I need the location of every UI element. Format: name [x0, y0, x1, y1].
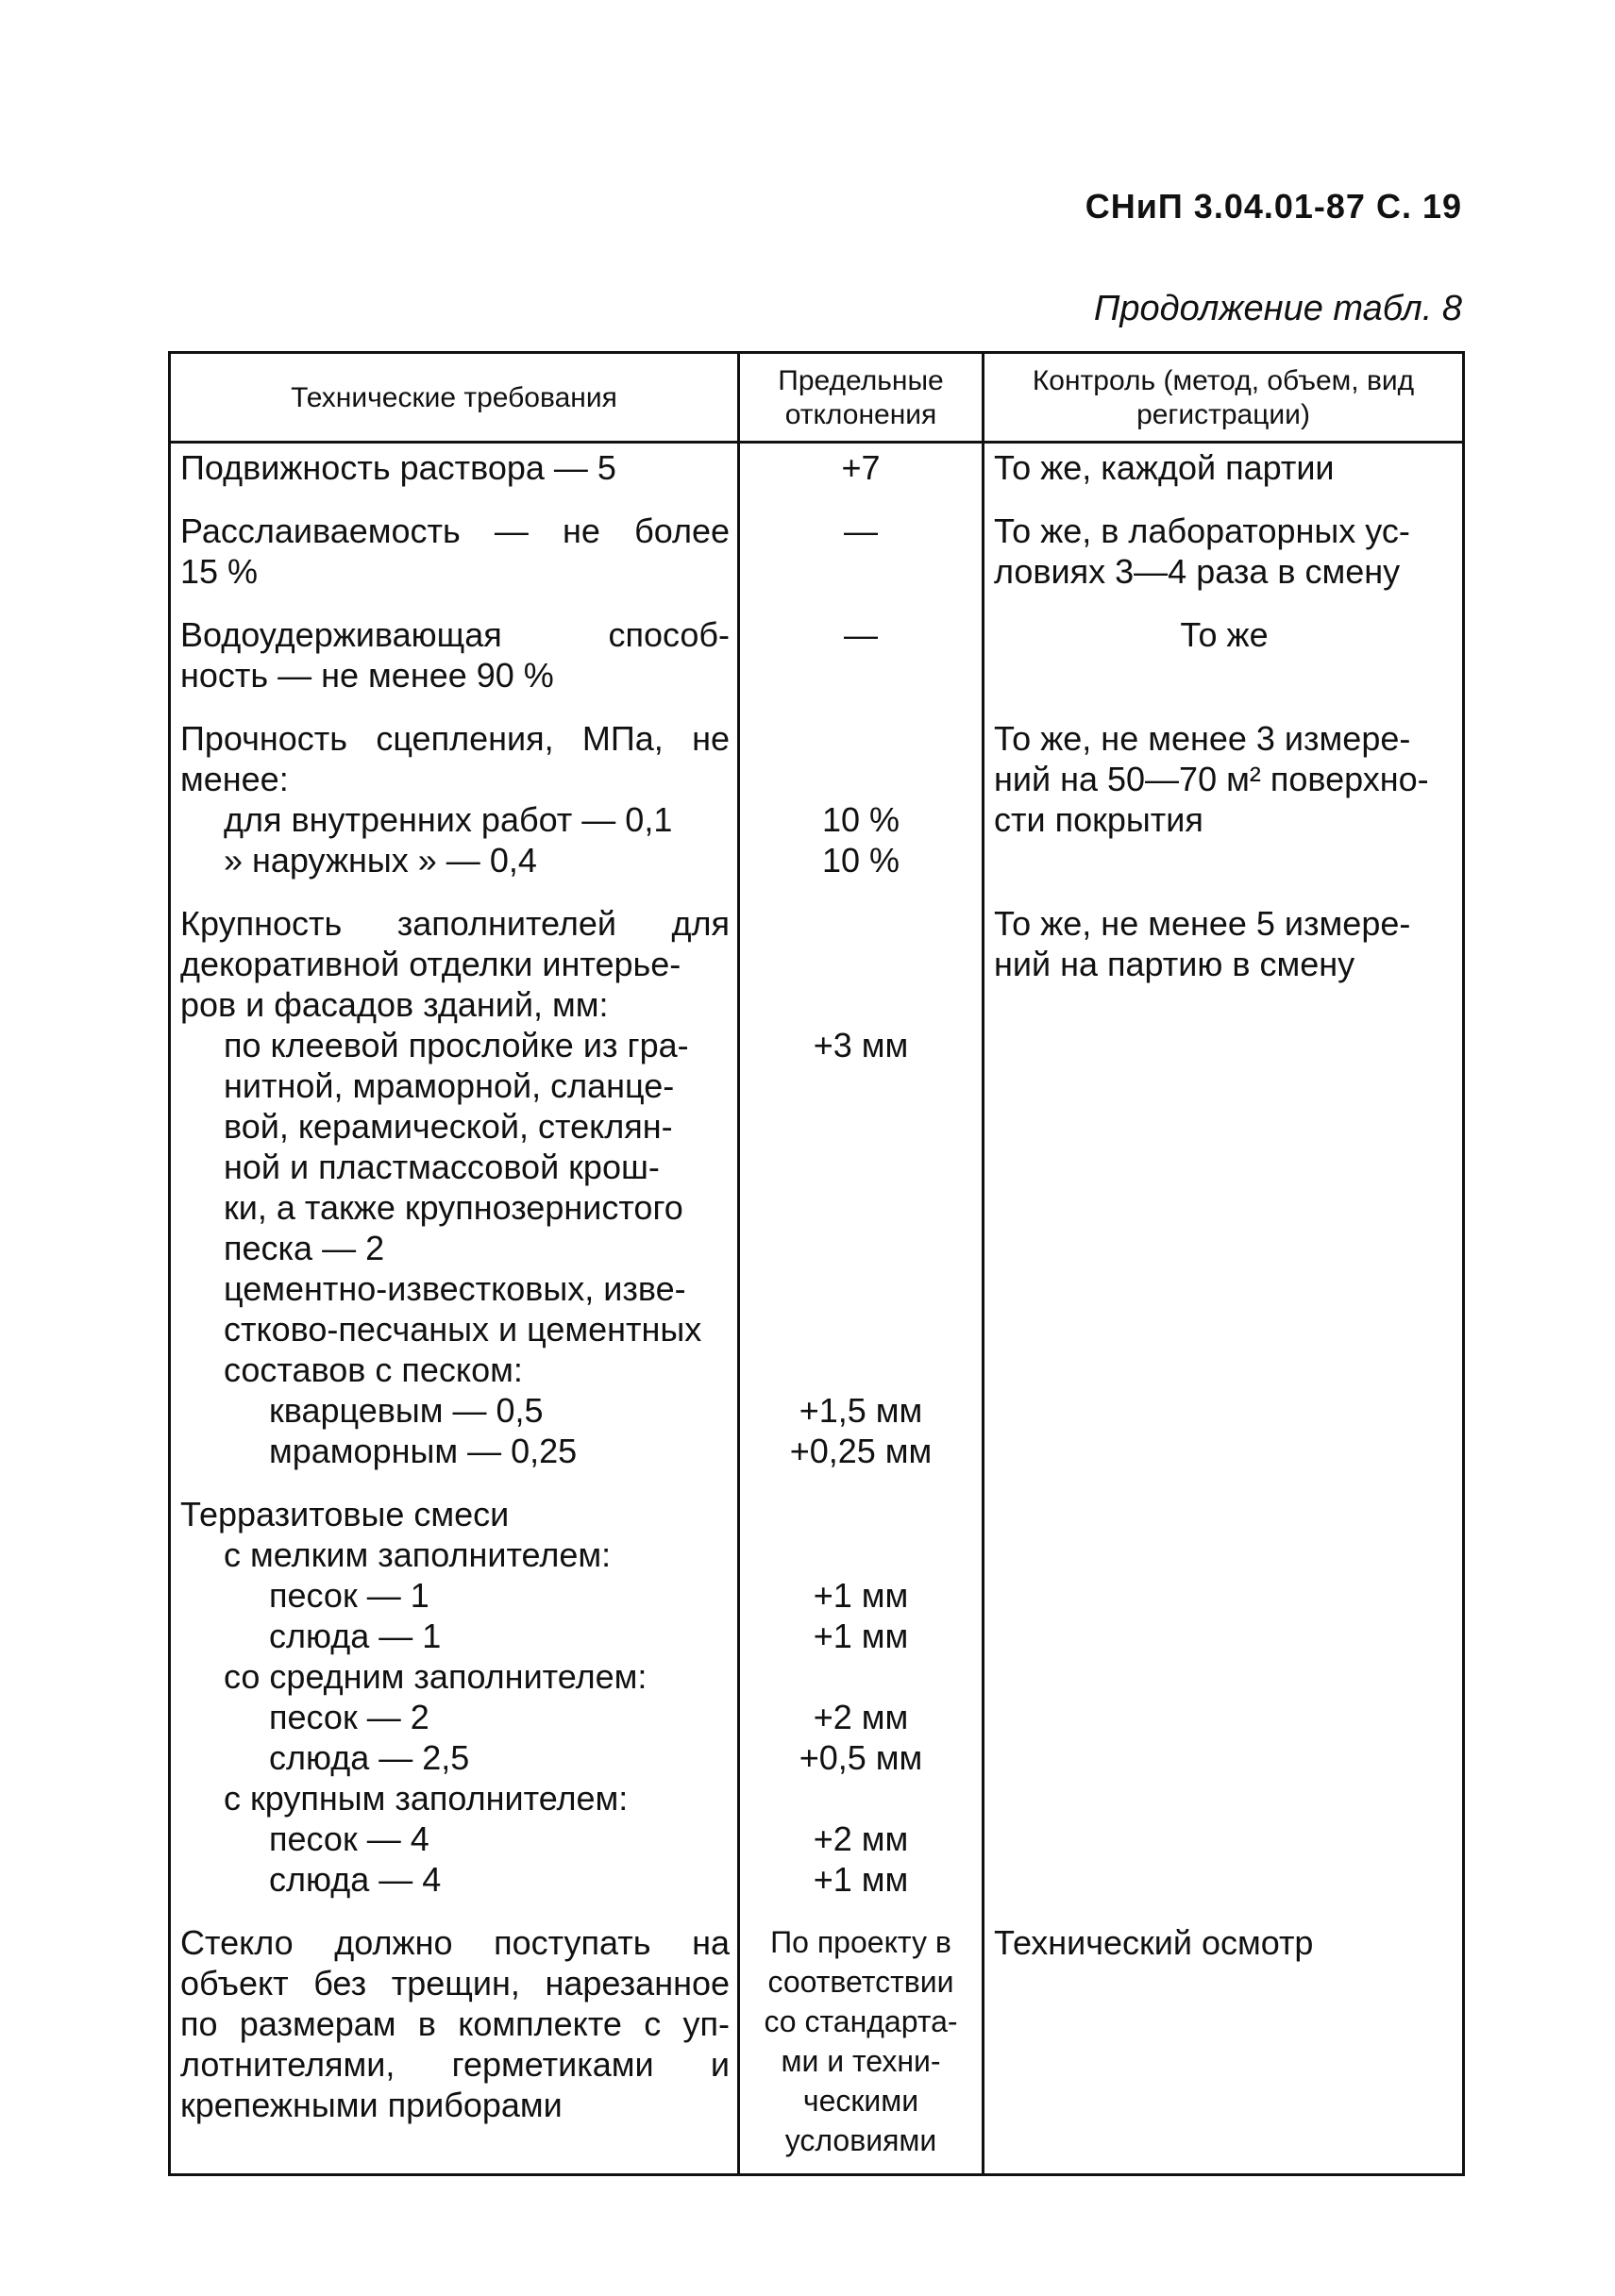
requirement-line: слюда — 4	[269, 1860, 442, 1899]
requirement-line: » наружных » — 0,4	[224, 841, 537, 880]
deviation-line	[744, 1349, 978, 1390]
deviation-line	[744, 1065, 978, 1106]
deviation-line: +1 мм	[813, 1576, 909, 1615]
deviation-cell	[739, 614, 984, 718]
requirement-line: песок — 1	[269, 1576, 429, 1615]
control-cell	[984, 511, 1464, 614]
deviation-line: +2 мм	[813, 1819, 909, 1858]
requirement-line: песка — 2	[224, 1229, 385, 1267]
deviation-line: По проекту в	[770, 1925, 951, 1959]
column-header-requirements: Технические требования	[170, 353, 739, 443]
requirement-line: слюда — 1	[269, 1617, 442, 1655]
deviation-cell	[739, 903, 984, 1494]
requirement-line: лотнителями, герметиками и	[180, 2045, 730, 2084]
control-cell	[984, 443, 1464, 511]
requirement-line: составов с песком:	[224, 1350, 523, 1389]
requirement-cell	[170, 903, 739, 1494]
requirement-line: объект без трещин, нарезанное	[180, 1964, 730, 2003]
deviation-line	[744, 1187, 978, 1228]
table-row	[170, 718, 1464, 903]
deviation-line: ческими	[802, 2084, 919, 2118]
table-row	[170, 511, 1464, 614]
requirement-line: Стекло должно поступать на	[180, 1923, 730, 1962]
deviation-line: —	[844, 511, 878, 550]
requirement-line: Крупность заполнителей для	[180, 904, 730, 943]
control-line: Технический осмотр	[994, 1923, 1314, 1962]
column-header-deviations: Предельные отклонения	[739, 353, 984, 443]
deviation-line: +3 мм	[813, 1026, 909, 1064]
requirement-line: цементно-известковых, изве-	[224, 1269, 686, 1308]
deviation-line	[744, 1534, 978, 1575]
deviation-line: +1 мм	[813, 1617, 909, 1655]
requirements-table	[168, 351, 1465, 2176]
requirement-line: вой, керамической, стеклян-	[224, 1107, 673, 1146]
deviation-line	[744, 1778, 978, 1818]
requirement-line: песок — 4	[269, 1819, 429, 1858]
requirement-line: песок — 2	[269, 1698, 429, 1736]
control-line: ний на 50—70 м² поверхно-	[994, 760, 1429, 798]
column-header-control: Контроль (метод, объем, вид регистрации)	[984, 353, 1464, 443]
requirement-line: мраморным — 0,25	[269, 1432, 578, 1470]
deviation-line: +0,5 мм	[799, 1738, 923, 1777]
requirement-line: по размерам в комплекте с уп-	[180, 2004, 730, 2043]
deviation-line: +0,25 мм	[789, 1432, 933, 1470]
requirement-line: кварцевым — 0,5	[269, 1391, 544, 1430]
deviation-line	[744, 1228, 978, 1268]
requirement-line: декоративной отделки интерье-	[180, 945, 681, 983]
requirement-cell	[170, 1494, 739, 1922]
requirement-line: Расслаиваемость — не более	[180, 511, 730, 550]
requirement-line: ность — не менее 90 %	[180, 656, 554, 695]
table-header-row	[170, 353, 1464, 443]
control-line: То же, не менее 3 измере-	[994, 719, 1411, 758]
table-body	[170, 443, 1464, 2175]
table-row	[170, 1494, 1464, 1922]
requirement-line: менее:	[180, 760, 289, 798]
requirement-line: для внутренних работ — 0,1	[224, 800, 673, 839]
requirement-cell	[170, 1922, 739, 2175]
requirement-cell	[170, 511, 739, 614]
deviation-cell	[739, 1922, 984, 2175]
deviation-line: 10 %	[821, 800, 900, 839]
deviation-line: +2 мм	[813, 1698, 909, 1736]
requirement-line: слюда — 2,5	[269, 1738, 470, 1777]
control-cell	[984, 614, 1464, 718]
requirement-cell	[170, 718, 739, 903]
requirement-line: с крупным заполнителем:	[224, 1779, 629, 1818]
deviation-line: ми и техни-	[781, 2044, 941, 2078]
table-continuation-caption: Продолжение табл. 8	[1093, 289, 1462, 328]
control-line: сти покрытия	[994, 800, 1203, 839]
requirement-line: стково-песчаных и цементных	[224, 1310, 702, 1349]
deviation-line: +1 мм	[813, 1860, 909, 1899]
requirement-line: нитной, мраморной, сланце-	[224, 1066, 675, 1105]
deviation-line	[744, 1494, 978, 1534]
control-cell	[984, 1494, 1464, 1922]
requirement-line: 15 %	[180, 552, 259, 591]
requirement-cell	[170, 443, 739, 511]
control-cell	[984, 903, 1464, 1494]
requirement-line: ров и фасадов зданий, мм:	[180, 985, 609, 1024]
control-cell	[984, 1922, 1464, 2175]
deviation-line: со стандарта-	[764, 2004, 958, 2038]
requirement-line: с мелким заполнителем:	[224, 1535, 612, 1574]
table-row	[170, 1922, 1464, 2175]
deviation-line: +1,5 мм	[799, 1391, 923, 1430]
deviation-line	[744, 1106, 978, 1147]
requirement-line: ной и пластмассовой крош-	[224, 1148, 660, 1186]
deviation-line	[744, 903, 978, 944]
deviation-cell	[739, 511, 984, 614]
requirement-cell	[170, 614, 739, 718]
deviation-line	[744, 984, 978, 1025]
table-row	[170, 443, 1464, 511]
deviation-line	[744, 1147, 978, 1187]
deviation-line	[744, 944, 978, 984]
deviation-line: +7	[841, 448, 881, 487]
deviation-line: соответствии	[767, 1965, 954, 1999]
requirement-line: крепежными приборами	[180, 2086, 563, 2124]
page-header: СНиП 3.04.01-87 С. 19	[1085, 187, 1462, 226]
requirement-line: Прочность сцепления, МПа, не	[180, 719, 730, 758]
control-line: То же, каждой партии	[994, 448, 1335, 487]
control-line: То же, в лабораторных ус-	[994, 511, 1410, 550]
control-cell	[984, 718, 1464, 903]
deviation-line	[744, 1268, 978, 1309]
requirement-line: Водоудерживающая способ-	[180, 615, 730, 654]
control-line: То же, не менее 5 измере-	[994, 904, 1411, 943]
deviation-line	[744, 759, 978, 799]
deviation-line	[744, 1656, 978, 1697]
deviation-cell	[739, 443, 984, 511]
deviation-line: —	[844, 615, 878, 654]
control-line: То же	[1180, 615, 1269, 654]
control-line: ловиях 3—4 раза в смену	[994, 552, 1401, 591]
requirement-line: Терразитовые смеси	[180, 1495, 510, 1533]
deviation-line	[744, 718, 978, 759]
deviation-cell	[739, 718, 984, 903]
table-row	[170, 903, 1464, 1494]
table-row	[170, 614, 1464, 718]
deviation-cell	[739, 1494, 984, 1922]
control-line: ний на партию в смену	[994, 945, 1355, 983]
requirement-line: Подвижность раствора — 5	[180, 448, 616, 487]
deviation-line	[744, 1309, 978, 1349]
requirement-line: со средним заполнителем:	[224, 1657, 648, 1696]
deviation-line: условиями	[784, 2123, 937, 2157]
deviation-line: 10 %	[821, 841, 900, 880]
requirement-line: по клеевой прослойке из гра-	[224, 1026, 689, 1064]
requirement-line: ки, а также крупнозернистого	[224, 1188, 683, 1227]
